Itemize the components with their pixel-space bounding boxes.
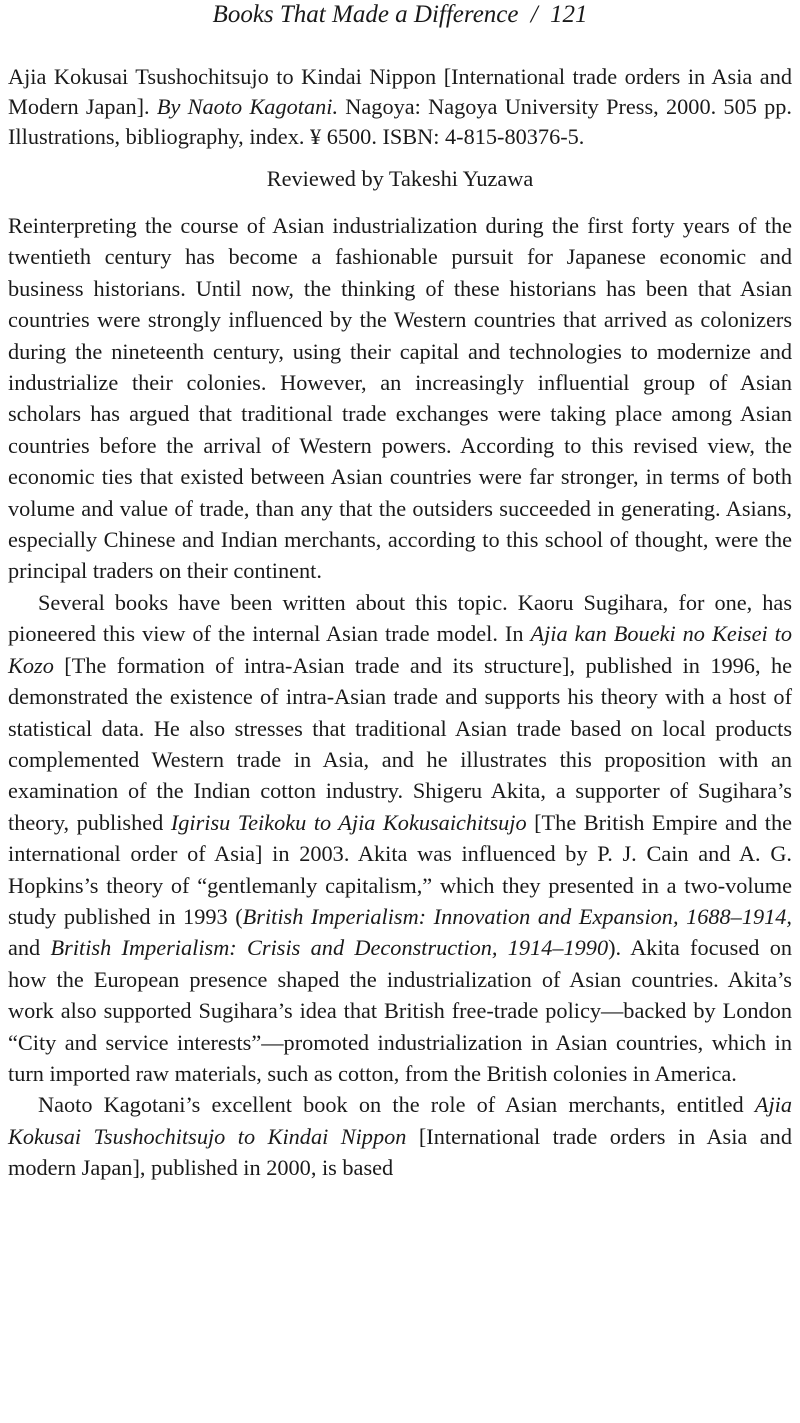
- paragraph-3-text-a: Naoto Kagotani’s excellent book on the role of Asian merchants, entitled: [38, 1092, 755, 1118]
- publication-details: Nagoya: Nagoya University Press, 2000. 505 pp. Illustrations, bibliography, index. ¥ 6500. ISBN: 4-815-80376-5.: [8, 94, 792, 149]
- paragraph-2-text-e: [The British Empire and the international order of Asia] in 2003. Akita was influenced by P. J. Cain and A. G. Hopkins’s theory of “gentlemanly capitalism,” which they presented in a two-volume study published in 1993 (: [8, 809, 792, 929]
- book-author: By Naoto Kagotani.: [156, 94, 339, 119]
- paragraph-2-text-a: Several books have been written about this topic. Kaoru Sugihara, for one, has pioneered this view of the internal Asian trade model. In: [8, 589, 792, 647]
- running-head: [8, 0, 792, 36]
- bibliographic-entry: [8, 62, 792, 152]
- reviewer-line: Reviewed by Takeshi Yuzawa: [266, 166, 534, 191]
- paragraph-2-text-g: and: [8, 935, 51, 961]
- page-number: 121: [549, 1, 588, 28]
- cited-title-cain-hopkins-1: British Imperialism: Innovation and Expansion, 1688–1914,: [242, 903, 792, 929]
- paragraph-3-text-c: [International trade orders in Asia and modern Japan], published in 2000, is based: [8, 1123, 792, 1181]
- paragraph-2-text-i: ). Akita focused on how the European presence shaped the industrialization of Asian countries. Akita’s work also supported Sugihara’s idea that British free-trade policy—backed by London “City and service interests”—promoted industrialization in Asian countries, which in turn imported raw materials, such as cotton, from the British colonies in America.: [8, 935, 792, 1086]
- running-title: Books That Made a Difference: [212, 1, 519, 28]
- header-separator: /: [530, 1, 538, 28]
- cited-title-cain-hopkins-2: British Imperialism: Crisis and Deconstruction, 1914–1990: [50, 935, 609, 961]
- paragraph-2-text-c: [The formation of intra-Asian trade and its structure], published in 1996, he demonstrated the existence of intra-Asian trade and supports his theory with a host of statistical data. He also stresses that traditional Asian trade based on local products complemented Western trade in Asia, and he illustrates this proposition with an examination of the Indian cotton industry. Shigeru Akita, a supporter of Sugihara’s theory, published: [8, 652, 792, 835]
- paragraph-3: [8, 1089, 792, 1183]
- cited-title-kagotani: Ajia Kokusai Tsushochitsujo to Kindai Nippon: [8, 1092, 792, 1149]
- paragraph-2: [8, 587, 792, 1090]
- book-title: Ajia Kokusai Tsushochitsujo to Kindai Nippon [International trade orders in Asia and Modern Japan].: [8, 64, 792, 119]
- cited-title-akita: Igirisu Teikoku to Ajia Kokusaichitsujo: [170, 809, 527, 835]
- cited-title-sugihara: Ajia kan Boueki no Keisei to Kozo: [8, 621, 793, 678]
- paragraph-1: Reinterpreting the course of Asian industrialization during the first forty years of the twentieth century has become a fashionable pursuit for Japanese economic and business historians. Until now, the thinking of these historians has been that Asian countries were strongly influenced by the Western countries that arrived as colonizers during the nineteenth century, using their capital and technologies to modernize and industrialize their colonies. However, an increasingly influential group of Asian scholars has argued that traditional trade exchanges were taking place among Asian countries before the arrival of Western powers. According to this revised view, the economic ties that existed between Asian countries were far stronger, in terms of both volume and value of trade, than any that the outsiders succeeded in generating. Asians, especially Chinese and Indian merchants, according to this school of thought, were the principal traders on their continent.: [8, 213, 792, 584]
